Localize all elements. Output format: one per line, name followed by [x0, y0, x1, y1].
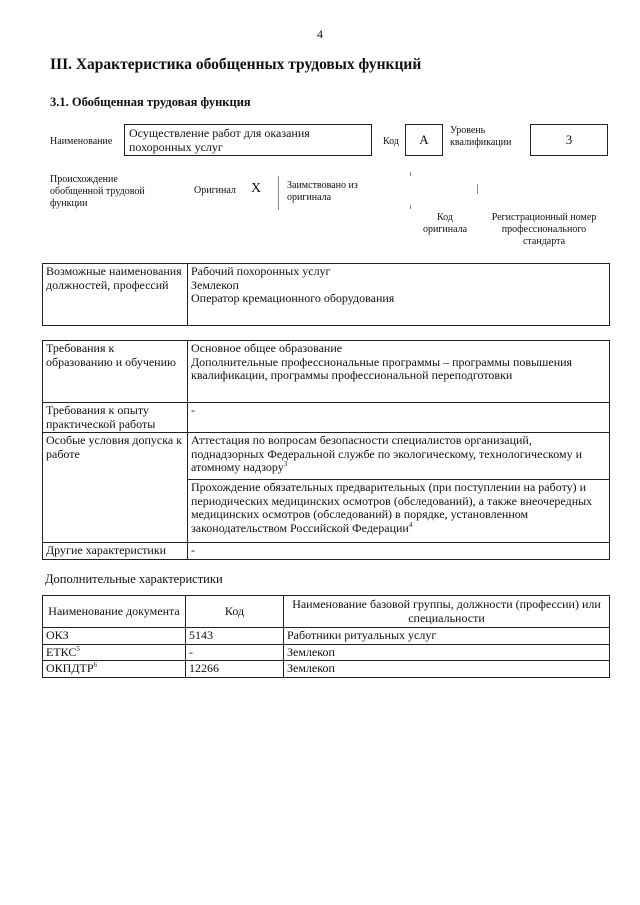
position-item: Рабочий похоронных услуг	[191, 264, 331, 278]
positions-table	[42, 263, 610, 326]
doc-cell	[43, 628, 186, 645]
positions-label: Возможные наименования должностей, профессий	[43, 264, 188, 326]
column-header: Наименование документа	[43, 596, 186, 628]
divider	[410, 205, 411, 209]
reg-number-label: Регистрационный номер профессионального стандарта	[491, 212, 597, 247]
other-label: Другие характеристики	[43, 543, 188, 560]
page-number: 4	[317, 27, 323, 41]
name-value: Осуществление работ для оказания похоронных услуг	[129, 126, 310, 154]
experience-value: -	[188, 403, 610, 433]
table-row	[43, 628, 610, 645]
position-item: Оператор кремационного оборудования	[191, 291, 395, 305]
table-row	[43, 644, 610, 661]
original-label: Оригинал	[194, 185, 236, 196]
code-value: А	[419, 132, 429, 147]
subsection-title: 3.1. Обобщенная трудовая функция	[50, 95, 251, 109]
education-label: Требования к образованию и обучению	[43, 341, 188, 403]
conditions-item	[188, 480, 610, 543]
code-original-label: Код оригинала	[422, 212, 468, 235]
positions-list	[188, 264, 610, 326]
column-header: Код	[186, 596, 284, 628]
code-cell: 12266	[186, 661, 284, 678]
code-cell: -	[186, 644, 284, 661]
divider	[477, 184, 478, 194]
level-value: 3	[565, 132, 573, 147]
requirements-table	[42, 340, 610, 560]
section-title: III. Характеристика обобщенных трудовых функций	[50, 56, 422, 73]
doc-name: ОКЗ	[46, 628, 69, 642]
experience-label: Требования к опыту практической работы	[43, 403, 188, 433]
doc-cell	[43, 644, 186, 661]
code-value-box	[405, 124, 443, 156]
conditions-item	[188, 433, 610, 480]
conditions-text: Прохождение обязательных предварительных (при поступлении на работу) и периодических медицинских осмотров (обследований), а также внеочередных медицинских осмотров (обследований) в порядке, установленном законодательством Российской Федерации	[191, 480, 593, 535]
position-item: Землекоп	[191, 277, 239, 292]
other-value: -	[188, 543, 610, 560]
name-cell: Работники ритуальных услуг	[284, 628, 610, 645]
borrowed-label: Заимствовано из оригинала	[287, 180, 358, 203]
additional-title: Дополнительные характеристики	[45, 572, 223, 586]
footnote-ref: 6	[93, 661, 98, 669]
divider	[278, 176, 279, 210]
doc-name: ЕТКС	[46, 644, 77, 659]
doc-cell	[43, 661, 186, 678]
footnote-ref: 4	[408, 520, 413, 529]
doc-name: ОКПДТР	[46, 661, 94, 675]
name-label: Наименование	[50, 136, 113, 147]
name-value-box	[124, 124, 372, 156]
conditions-text: Аттестация по вопросам безопасности специалистов организаций, поднадзорных Федеральной службе по экологическому, технологическому и атомному надзору	[191, 433, 583, 474]
original-mark: Х	[251, 181, 262, 196]
code-cell: 5143	[186, 628, 284, 645]
level-label: Уровень квалификации	[450, 125, 512, 148]
column-header: Наименование базовой группы, должности (профессии) или специальности	[284, 596, 610, 628]
level-value-box	[530, 124, 608, 156]
footnote-ref: 5	[76, 644, 80, 653]
education-value: Основное общее образование Дополнительные профессиональные программы – программы повышения квалификации, программы профессиональной переподготовки	[188, 341, 610, 403]
code-label: Код	[383, 136, 399, 147]
origin-label: Происхождение обобщенной трудовой функции	[50, 174, 145, 209]
additional-table	[42, 595, 610, 678]
name-cell: Землекоп	[284, 644, 610, 661]
footnote-ref: 3	[283, 460, 288, 468]
divider	[410, 172, 411, 176]
conditions-label: Особые условия допуска к работе	[43, 433, 188, 543]
name-cell: Землекоп	[284, 661, 610, 678]
table-row	[43, 661, 610, 678]
